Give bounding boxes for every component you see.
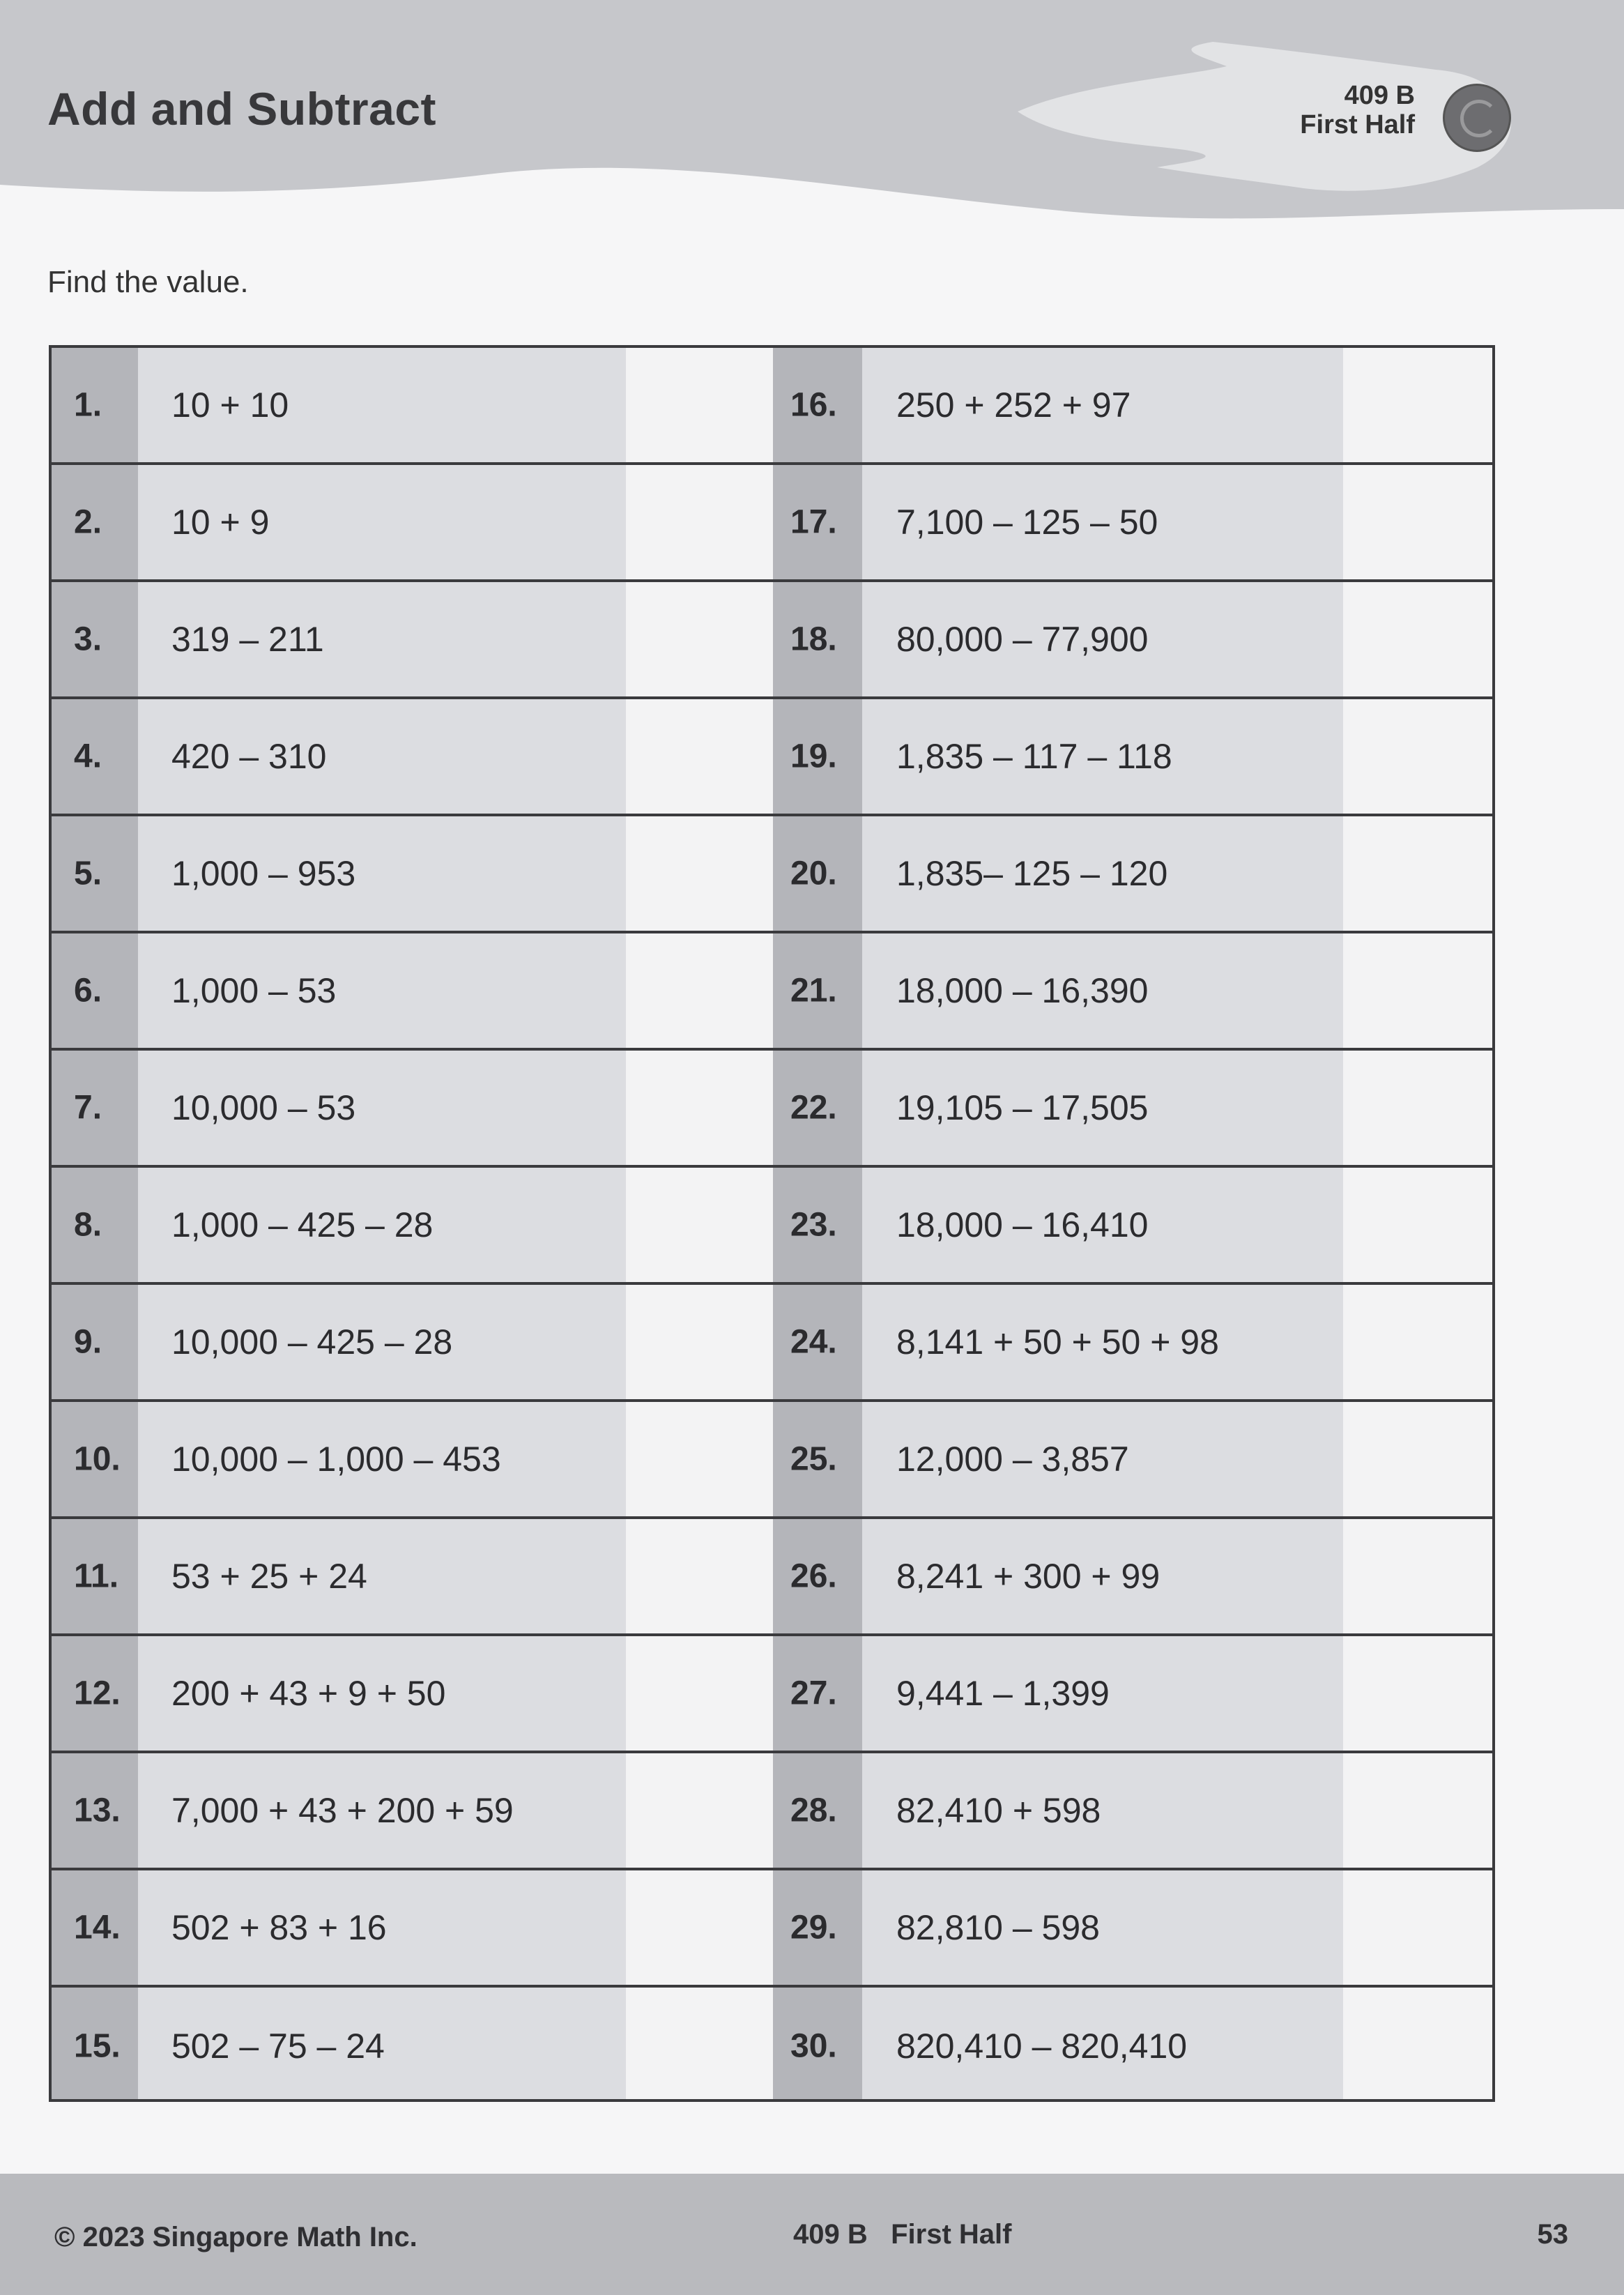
problem-number: 26. (790, 1557, 837, 1595)
problem-expression: 1,000 – 53 (171, 971, 337, 1010)
problem-expression: 10 + 9 (171, 503, 270, 542)
problem-number: 11. (74, 1557, 119, 1595)
problem-expression: 82,810 – 598 (896, 1908, 1100, 1947)
problem-expression: 10 + 10 (171, 386, 289, 425)
problem-number: 21. (790, 972, 837, 1009)
problem-number: 14. (74, 1909, 121, 1946)
instructions: Find the value. (47, 265, 249, 299)
problem-number: 9. (74, 1323, 102, 1361)
problem-expression: 1,835 – 117 – 118 (896, 737, 1172, 776)
page-title: Add and Subtract (47, 83, 437, 135)
page-number: 53 (1537, 2219, 1568, 2250)
problem-number: 24. (790, 1323, 837, 1361)
problem-number: 20. (790, 855, 837, 892)
problem-expression: 1,835– 125 – 120 (896, 854, 1168, 893)
problem-expression: 18,000 – 16,390 (896, 971, 1149, 1010)
table-row (52, 699, 1492, 816)
problem-number: 17. (790, 503, 837, 541)
problem-number: 28. (790, 1792, 837, 1829)
problem-expression: 820,410 – 820,410 (896, 2027, 1188, 2066)
problem-expression: 53 + 25 + 24 (171, 1557, 367, 1596)
problem-number: 8. (74, 1206, 102, 1244)
problem-number: 7. (74, 1089, 102, 1127)
problem-number: 18. (790, 620, 837, 658)
problem-expression: 10,000 – 53 (171, 1088, 356, 1127)
problem-expression: 82,410 + 598 (896, 1791, 1101, 1830)
table-row (52, 1988, 1492, 2105)
problem-expression: 1,000 – 953 (171, 854, 356, 893)
table-row (52, 1168, 1492, 1285)
problem-expression: 19,105 – 17,505 (896, 1088, 1149, 1127)
problem-number: 27. (790, 1675, 837, 1712)
problem-number: 29. (790, 1909, 837, 1946)
table-row (52, 933, 1492, 1051)
problem-number: 5. (74, 855, 102, 892)
problem-number: 15. (74, 2027, 121, 2065)
table-row (52, 348, 1492, 465)
problem-expression: 250 + 252 + 97 (896, 386, 1131, 425)
table-row (52, 1870, 1492, 1988)
problem-number: 13. (74, 1792, 121, 1829)
table-row (52, 1753, 1492, 1870)
problem-expression: 502 – 75 – 24 (171, 2027, 385, 2066)
problem-expression: 319 – 211 (171, 620, 324, 659)
problem-number: 22. (790, 1089, 837, 1127)
problem-expression: 9,441 – 1,399 (896, 1674, 1110, 1713)
problem-expression: 7,000 + 43 + 200 + 59 (171, 1791, 514, 1830)
problem-number: 6. (74, 972, 102, 1009)
problem-table (49, 345, 1495, 2102)
problem-number: 2. (74, 503, 102, 541)
table-row (52, 1051, 1492, 1168)
problem-number: 19. (790, 738, 837, 775)
problem-expression: 502 + 83 + 16 (171, 1908, 387, 1947)
table-row (52, 465, 1492, 582)
problem-expression: 8,241 + 300 + 99 (896, 1557, 1160, 1596)
problem-expression: 7,100 – 125 – 50 (896, 503, 1158, 542)
book-code-label: 409 B (1344, 81, 1415, 110)
problem-number: 30. (790, 2027, 837, 2065)
problem-expression: 420 – 310 (171, 737, 327, 776)
table-row (52, 1285, 1492, 1402)
footer-copyright: © 2023 Singapore Math Inc. (54, 2222, 418, 2252)
problem-expression: 8,141 + 50 + 50 + 98 (896, 1322, 1219, 1362)
problem-number: 4. (74, 738, 102, 775)
problem-number: 1. (74, 386, 102, 424)
book-half-label: First Half (1300, 110, 1415, 139)
table-row (52, 1636, 1492, 1753)
comet-icon (1443, 84, 1511, 152)
problem-number: 25. (790, 1440, 837, 1478)
problem-expression: 80,000 – 77,900 (896, 620, 1149, 659)
problem-number: 23. (790, 1206, 837, 1244)
problem-expression: 200 + 43 + 9 + 50 (171, 1674, 446, 1713)
problem-number: 16. (790, 386, 837, 424)
problem-number: 3. (74, 620, 102, 658)
problem-expression: 1,000 – 425 – 28 (171, 1205, 434, 1244)
problem-expression: 10,000 – 425 – 28 (171, 1322, 453, 1362)
table-row (52, 1402, 1492, 1519)
problem-expression: 10,000 – 1,000 – 453 (171, 1440, 501, 1479)
problem-expression: 18,000 – 16,410 (896, 1205, 1149, 1244)
table-row (52, 816, 1492, 933)
problem-expression: 12,000 – 3,857 (896, 1440, 1129, 1479)
table-row (52, 582, 1492, 699)
problem-number: 10. (74, 1440, 121, 1478)
problem-number: 12. (74, 1675, 121, 1712)
footer-book-label: 409 B First Half (793, 2219, 1012, 2250)
table-row (52, 1519, 1492, 1636)
